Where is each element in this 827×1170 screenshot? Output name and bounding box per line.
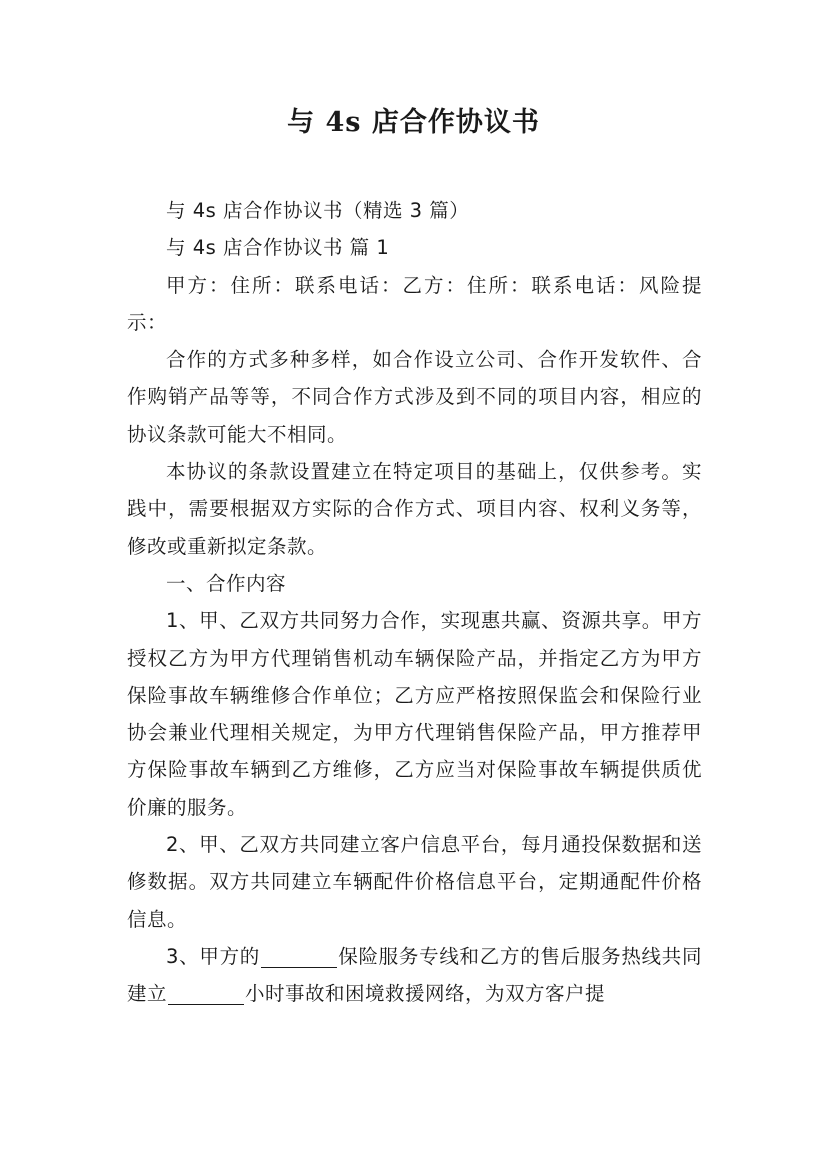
document-body — [127, 192, 702, 1013]
subtitle-paragraph: 与 4s 店合作协议书（精选 3 篇） — [166, 199, 470, 222]
parties-paragraph: 甲方：住所：联系电话：乙方：住所：联系电话：风险提示： — [127, 273, 702, 334]
section-heading-cooperation-content: 一、合作内容 — [166, 571, 287, 595]
article-heading: 与 4s 店合作协议书 篇 1 — [166, 236, 390, 260]
clause-3-paragraph — [127, 938, 702, 1013]
clause-3-text-part-3: 小时事故和困境救援网络，为双方客户提 — [245, 982, 606, 1006]
clause-3-text-part-2: 保险服务专线和乙方的售后服务热线共同建立 — [127, 944, 702, 1006]
reference-note-paragraph: 本协议的条款设置建立在特定项目的基础上，仅供参考。实践中，需要根据双方实际的合作方式、项目内容、权利义务等，修改或重新拟定条款。 — [127, 460, 702, 558]
fill-in-blank-hours — [168, 981, 244, 1005]
clause-3-text-part-1: 3、甲方的 — [166, 944, 261, 968]
clause-1-paragraph: 1、甲、乙双方共同努力合作，实现惠共赢、资源共享。甲方授权乙方为甲方代理销售机动车辆保险产品，并指定乙方为甲方保险事故车辆维修合作单位；乙方应严格按照保监会和保险行业协会兼业代理相关规定，为甲方代理销售保险产品，甲方推荐甲方保险事故车辆到乙方维修，乙方应当对保险事故车辆提供质优价廉的服务。 — [127, 609, 702, 819]
cooperation-methods-paragraph: 合作的方式多种多样，如合作设立公司、合作开发软件、合作购销产品等等，不同合作方式涉及到不同的项目内容，相应的协议条款可能大不相同。 — [127, 348, 702, 446]
clause-2-paragraph: 2、甲、乙双方共同建立客户信息平台，每月通投保数据和送修数据。双方共同建立车辆配件价格信息平台，定期通配件价格信息。 — [127, 833, 702, 931]
fill-in-blank-hotline — [261, 943, 337, 967]
document-title: 与 4s 店合作协议书 — [287, 107, 540, 138]
